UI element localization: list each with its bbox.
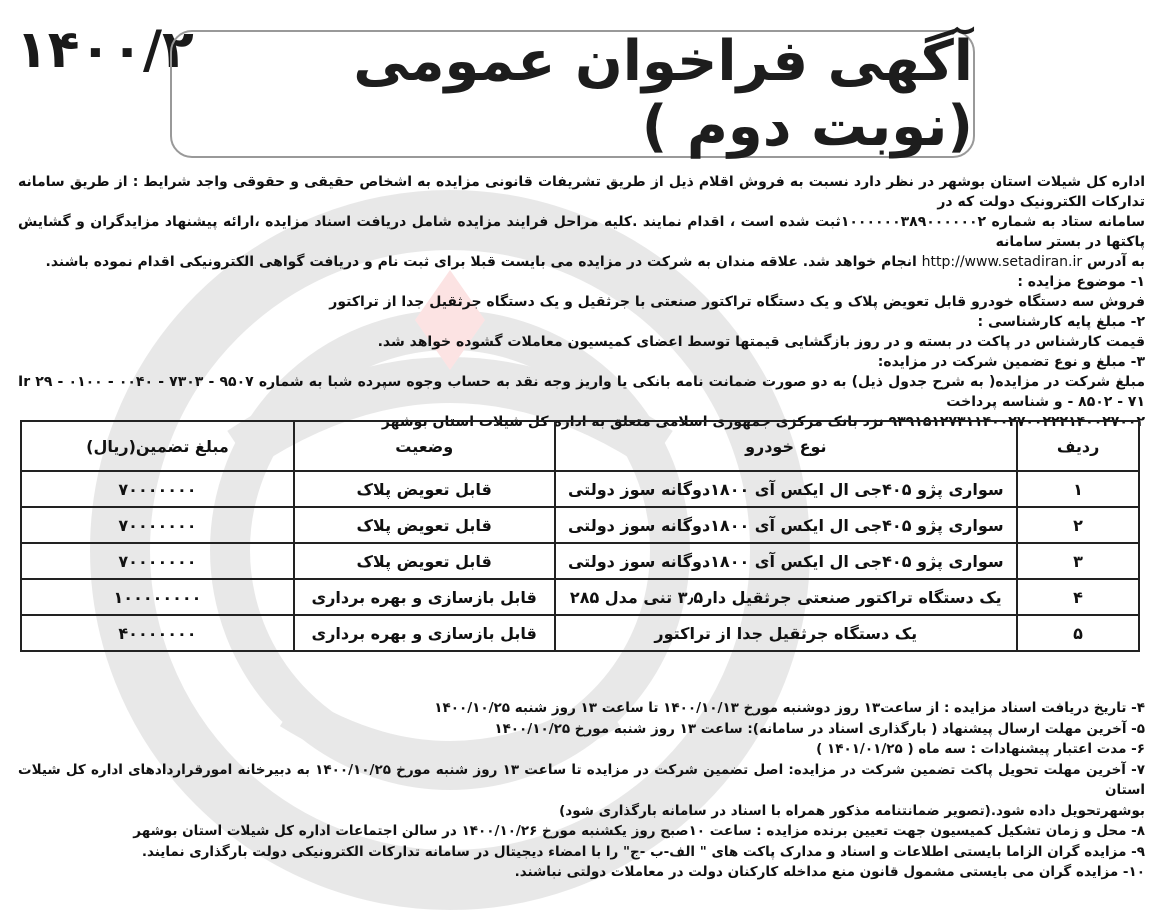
term-item: ۹- مزایده گران الزاما بایستی اطلاعات و اسناد و مدارک پاکت های " الف-ب -ج" را با امضاء دیجیتال در سامانه تدارکات الکترونیکی دولت بارگذاری نمایند. bbox=[141, 843, 1145, 860]
cell-row-number: ۱ bbox=[1017, 471, 1139, 507]
cell-status: قابل بازسازی و بهره برداری bbox=[294, 615, 555, 651]
terms-section bbox=[18, 698, 1145, 883]
cell-amount: ۷۰۰۰۰۰۰۰ bbox=[21, 471, 294, 507]
section-body: ۹۳۹۱۵۱۲۷۳۱۱۴۰۰۲۷۰۰۲۲۲۱۴۰۰۲۷۰۰۲ نزد بانک مرکزی جمهوری اسلامی متعلق به اداره کل شیلات استان بوشهر bbox=[381, 414, 1145, 430]
notice-title: آگهی فراخوان عمومی (نوبت دوم ) bbox=[353, 29, 973, 159]
cell-vehicle-type: سواری پژو ۴۰۵جی ال ایکس آی ۱۸۰۰دوگانه سوز دولتی bbox=[555, 543, 1018, 579]
table-row bbox=[21, 579, 1139, 615]
cell-vehicle-type: یک دستگاه تراکتور صنعتی جرثقیل دار۳٫۵ تنی مدل ۲۸۵ bbox=[555, 579, 1018, 615]
section-body: قیمت کارشناس در پاکت در بسته و در روز بازگشایی قیمتها توسط اعضای کمیسیون معاملات گشوده خواهد شد. bbox=[377, 334, 1145, 350]
cell-amount: ۷۰۰۰۰۰۰۰ bbox=[21, 507, 294, 543]
website-link[interactable]: http://www.setadiran.ir bbox=[921, 254, 1083, 270]
title-box bbox=[170, 30, 975, 158]
header-vehicle-type: نوع خودرو bbox=[555, 421, 1018, 471]
header-status: وضعیت bbox=[294, 421, 555, 471]
cell-status: قابل تعویض پلاک bbox=[294, 507, 555, 543]
term-item: ۱۰- مزایده گران می بایستی مشمول قانون منع مداخله کارکنان دولت در معاملات دولتی نباشند. bbox=[514, 864, 1145, 880]
intro-line: اداره کل شیلات استان بوشهر در نظر دارد نسبت به فروش اقلام ذیل از طریق تشریفات قانونی مزایده به اشخاص حقیقی و حقوقی واجد شرایط : از طریق سامانه تدارکات الکترونیک دولت که در bbox=[18, 174, 1145, 210]
cell-amount: ۱۰۰۰۰۰۰۰۰ bbox=[21, 579, 294, 615]
header-guarantee-amount: مبلغ تضمین(ریال) bbox=[21, 421, 294, 471]
section-heading: ۲- مبلغ پایه کارشناسی : bbox=[977, 314, 1145, 330]
intro-section bbox=[18, 172, 1145, 432]
term-item: ۶- مدت اعتبار پیشنهادات : سه ماه ( ۱۴۰۱/۰۱/۲۵ ) bbox=[816, 741, 1145, 757]
term-item: ۴- تاریخ دریافت اسناد مزایده : از ساعت۱۳ روز دوشنبه مورخ ۱۴۰۰/۱۰/۱۳ تا ساعت ۱۳ روز شنبه ۱۴۰۰/۱۰/۲۵ bbox=[434, 700, 1145, 716]
cell-status: قابل تعویض پلاک bbox=[294, 543, 555, 579]
term-item: ۸- محل و زمان تشکیل کمیسیون جهت تعیین برنده مزایده : ساعت ۱۰صبح روز یکشنبه مورخ ۱۴۰۰/۱۰/۲۶ در سالن اجتماعات اداره کل شیلات استان بوشهر bbox=[133, 823, 1145, 839]
term-item: ۵- آخرین مهلت ارسال پیشنهاد ( بارگذاری اسناد در سامانه): ساعت ۱۳ روز شنبه مورخ ۱۴۰۰/۱۰/۲۵ bbox=[494, 720, 1145, 737]
cell-vehicle-type: یک دستگاه جرثقیل جدا از تراکتور bbox=[555, 615, 1018, 651]
intro-line-end: انجام خواهد شد. علاقه مندان به شرکت در مزایده می بایست قبلا برای ثبت نام و دریافت گواهی الکترونیکی اقدام نموده باشند. bbox=[45, 254, 917, 270]
term-item: بوشهرتحویل داده شود.(تصویر ضمانتنامه مذکور همراه با اسناد در سامانه بارگذاری شود) bbox=[559, 802, 1145, 819]
section-heading: ۱- موضوع مزایده : bbox=[1017, 274, 1145, 290]
cell-row-number: ۵ bbox=[1017, 615, 1139, 651]
cell-row-number: ۲ bbox=[1017, 507, 1139, 543]
cell-vehicle-type: سواری پژو ۴۰۵جی ال ایکس آی ۱۸۰۰دوگانه سوز دولتی bbox=[555, 471, 1018, 507]
cell-status: قابل تعویض پلاک bbox=[294, 471, 555, 507]
cell-row-number: ۳ bbox=[1017, 543, 1139, 579]
term-item: ۷- آخرین مهلت تحویل پاکت تضمین شرکت در مزایده: اصل تضمین شرکت در مزایده تا ساعت ۱۳ روز شنبه مورخ ۱۴۰۰/۱۰/۲۵ به دبیرخانه امورقراردادهای اداره کل شیلات استان bbox=[18, 761, 1146, 798]
table-row bbox=[21, 471, 1139, 507]
cell-amount: ۷۰۰۰۰۰۰۰ bbox=[21, 543, 294, 579]
cell-row-number: ۴ bbox=[1017, 579, 1139, 615]
table-header-row bbox=[21, 421, 1139, 471]
section-body: فروش سه دستگاه خودرو قابل تعویض پلاک و یک دستگاه تراکتور صنعتی با جرثقیل و یک دستگاه جرثقیل جدا از تراکتور bbox=[329, 294, 1145, 310]
intro-line: سامانه ستاد به شماره ۱۰۰۰۰۰۰۳۸۹۰۰۰۰۰۰۲ثبت شده است ، اقدام نمایند .کلیه مراحل فرایند مزایده شامل دریافت اسناد مزایده ،ارائه پیشنهاد مزایدگران و گشایش پاکتها در بستر سامانه bbox=[18, 214, 1145, 250]
table-row bbox=[21, 615, 1139, 651]
cell-vehicle-type: سواری پژو ۴۰۵جی ال ایکس آی ۱۸۰۰دوگانه سوز دولتی bbox=[555, 507, 1018, 543]
table-row bbox=[21, 507, 1139, 543]
section-heading: ۳- مبلغ و نوع تضمین شرکت در مزایده: bbox=[877, 354, 1145, 370]
address-label: به آدرس bbox=[1087, 254, 1145, 270]
cell-amount: ۴۰۰۰۰۰۰۰ bbox=[21, 615, 294, 651]
document-code: ۱۴۰۰/۲ bbox=[16, 20, 194, 80]
header-row-number: ردیف bbox=[1017, 421, 1139, 471]
section-body: مبلغ شرکت در مزایده( به شرح جدول ذیل) به دو صورت ضمانت نامه بانکی یا واریز وجه نقد به حساب وجوه سپرده شبا به شماره Ir ۲۹ - ۰۱۰۰ - ۰۰۴۰ - ۷۳۰۳ - ۹۵۰۷ - ۸۵۰۲ - ۷۱ و شناسه پرداخت bbox=[18, 374, 1146, 410]
cell-status: قابل بازسازی و بهره برداری bbox=[294, 579, 555, 615]
intro-line bbox=[18, 252, 1145, 272]
items-table bbox=[20, 420, 1140, 652]
table-row bbox=[21, 543, 1139, 579]
